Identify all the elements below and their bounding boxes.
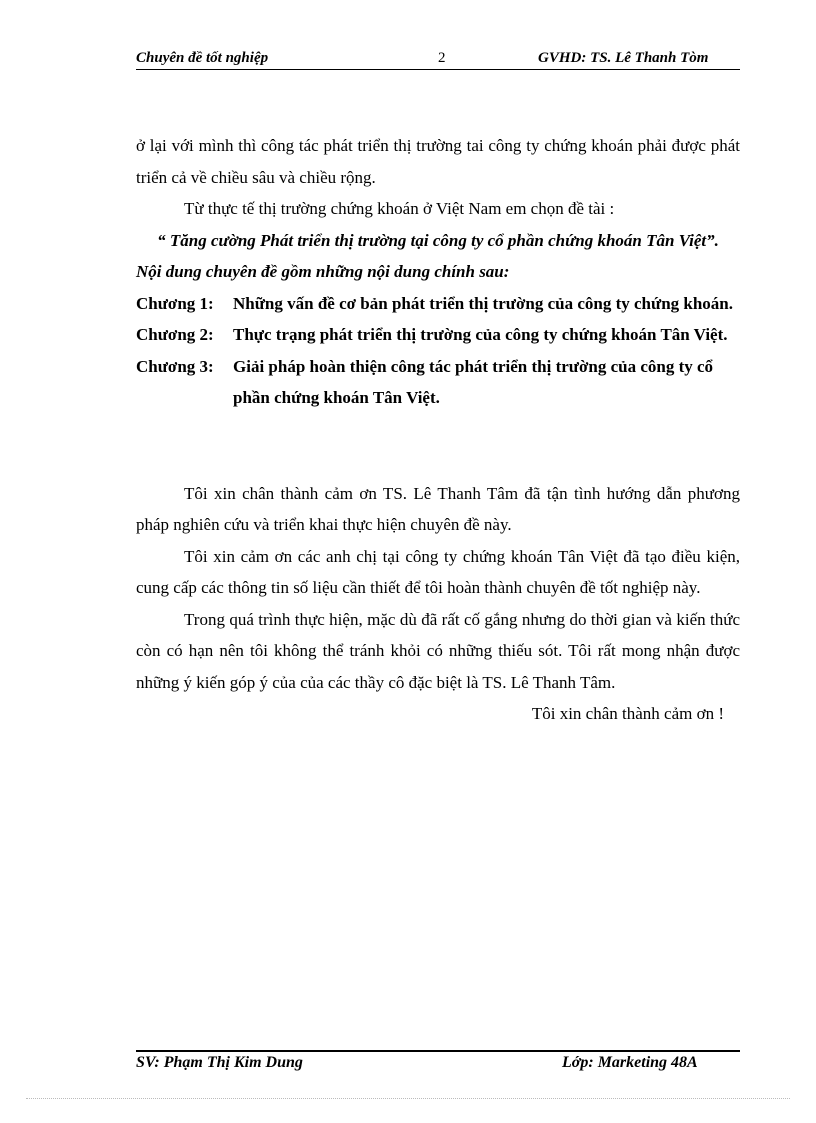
chapter-label: Chương 1: [136, 293, 214, 313]
page-header [136, 50, 740, 68]
section-heading: Nội dung chuyên đề gồm những nội dung chính sau: [136, 262, 510, 281]
topic-title: “ Tăng cường Phát triển thị trường tại công ty cổ phần chứng khoán Tân Việt”. [157, 230, 719, 250]
paragraph-topic-intro: Từ thực tế thị trường chứng khoán ở Việt Nam em chọn đề tài : [184, 199, 615, 218]
footer-class: Lớp: Marketing 48A [562, 1054, 698, 1071]
header-rule [136, 69, 740, 70]
header-document-type: Chuyên đề tốt nghiệp [136, 50, 269, 66]
footer-student: SV: Phạm Thị Kim Dung [136, 1054, 303, 1071]
chapter-item [136, 288, 740, 320]
chapter-title: Giải pháp hoàn thiện công tác phát triển thị trường của công ty cổ phần chứng khoán Tân Việt. [233, 356, 714, 407]
page-footer [136, 1054, 740, 1074]
page-body [136, 130, 740, 730]
chapter-label: Chương 2: [136, 325, 214, 344]
chapter-item [136, 319, 740, 351]
acknowledgement-limitations: Trong quá trình thực hiện, mặc dù đã rất cố gắng nhưng do thời gian và kiến thức còn có hạn nên tôi không thể tránh khỏi có những thiếu sót. Tôi rất mong nhận được những ý kiến góp ý của của các thầy cô đặc biệt là TS. Lê Thanh Tâm. [136, 609, 740, 692]
chapter-item [136, 351, 740, 414]
chapter-label: Chương 3: [136, 356, 214, 376]
chapter-title: Thực trạng phát triển thị trường của công ty chứng khoán Tân Việt. [233, 325, 728, 344]
paragraph-intro-continued: ở lại với mình thì công tác phát triển thị trường tai công ty chứng khoán phải được phát triển cả về chiều sâu và chiều rộng. [136, 136, 740, 187]
acknowledgement-supervisor: Tôi xin chân thành cảm ơn TS. Lê Thanh Tâm đã tận tình hướng dẫn phương pháp nghiên cứu và triển khai thực hiện chuyên đề này. [136, 483, 740, 534]
header-supervisor: GVHD: TS. Lê Thanh Tòm [538, 50, 709, 66]
closing-thanks: Tôi xin chân thành cảm ơn ! [531, 704, 724, 723]
page-number: 2 [438, 50, 446, 66]
footer-rule [136, 1050, 740, 1052]
page-bottom-divider [26, 1098, 790, 1099]
chapter-title: Những vấn đề cơ bản phát triển thị trường của công ty chứng khoán. [233, 293, 734, 313]
acknowledgement-company: Tôi xin cảm ơn các anh chị tại công ty chứng khoán Tân Việt đã tạo điều kiện, cung cấp các thông tin số liệu cần thiết để tôi hoàn thành chuyên đề tốt nghiệp này. [136, 546, 740, 597]
spacer [136, 414, 740, 478]
